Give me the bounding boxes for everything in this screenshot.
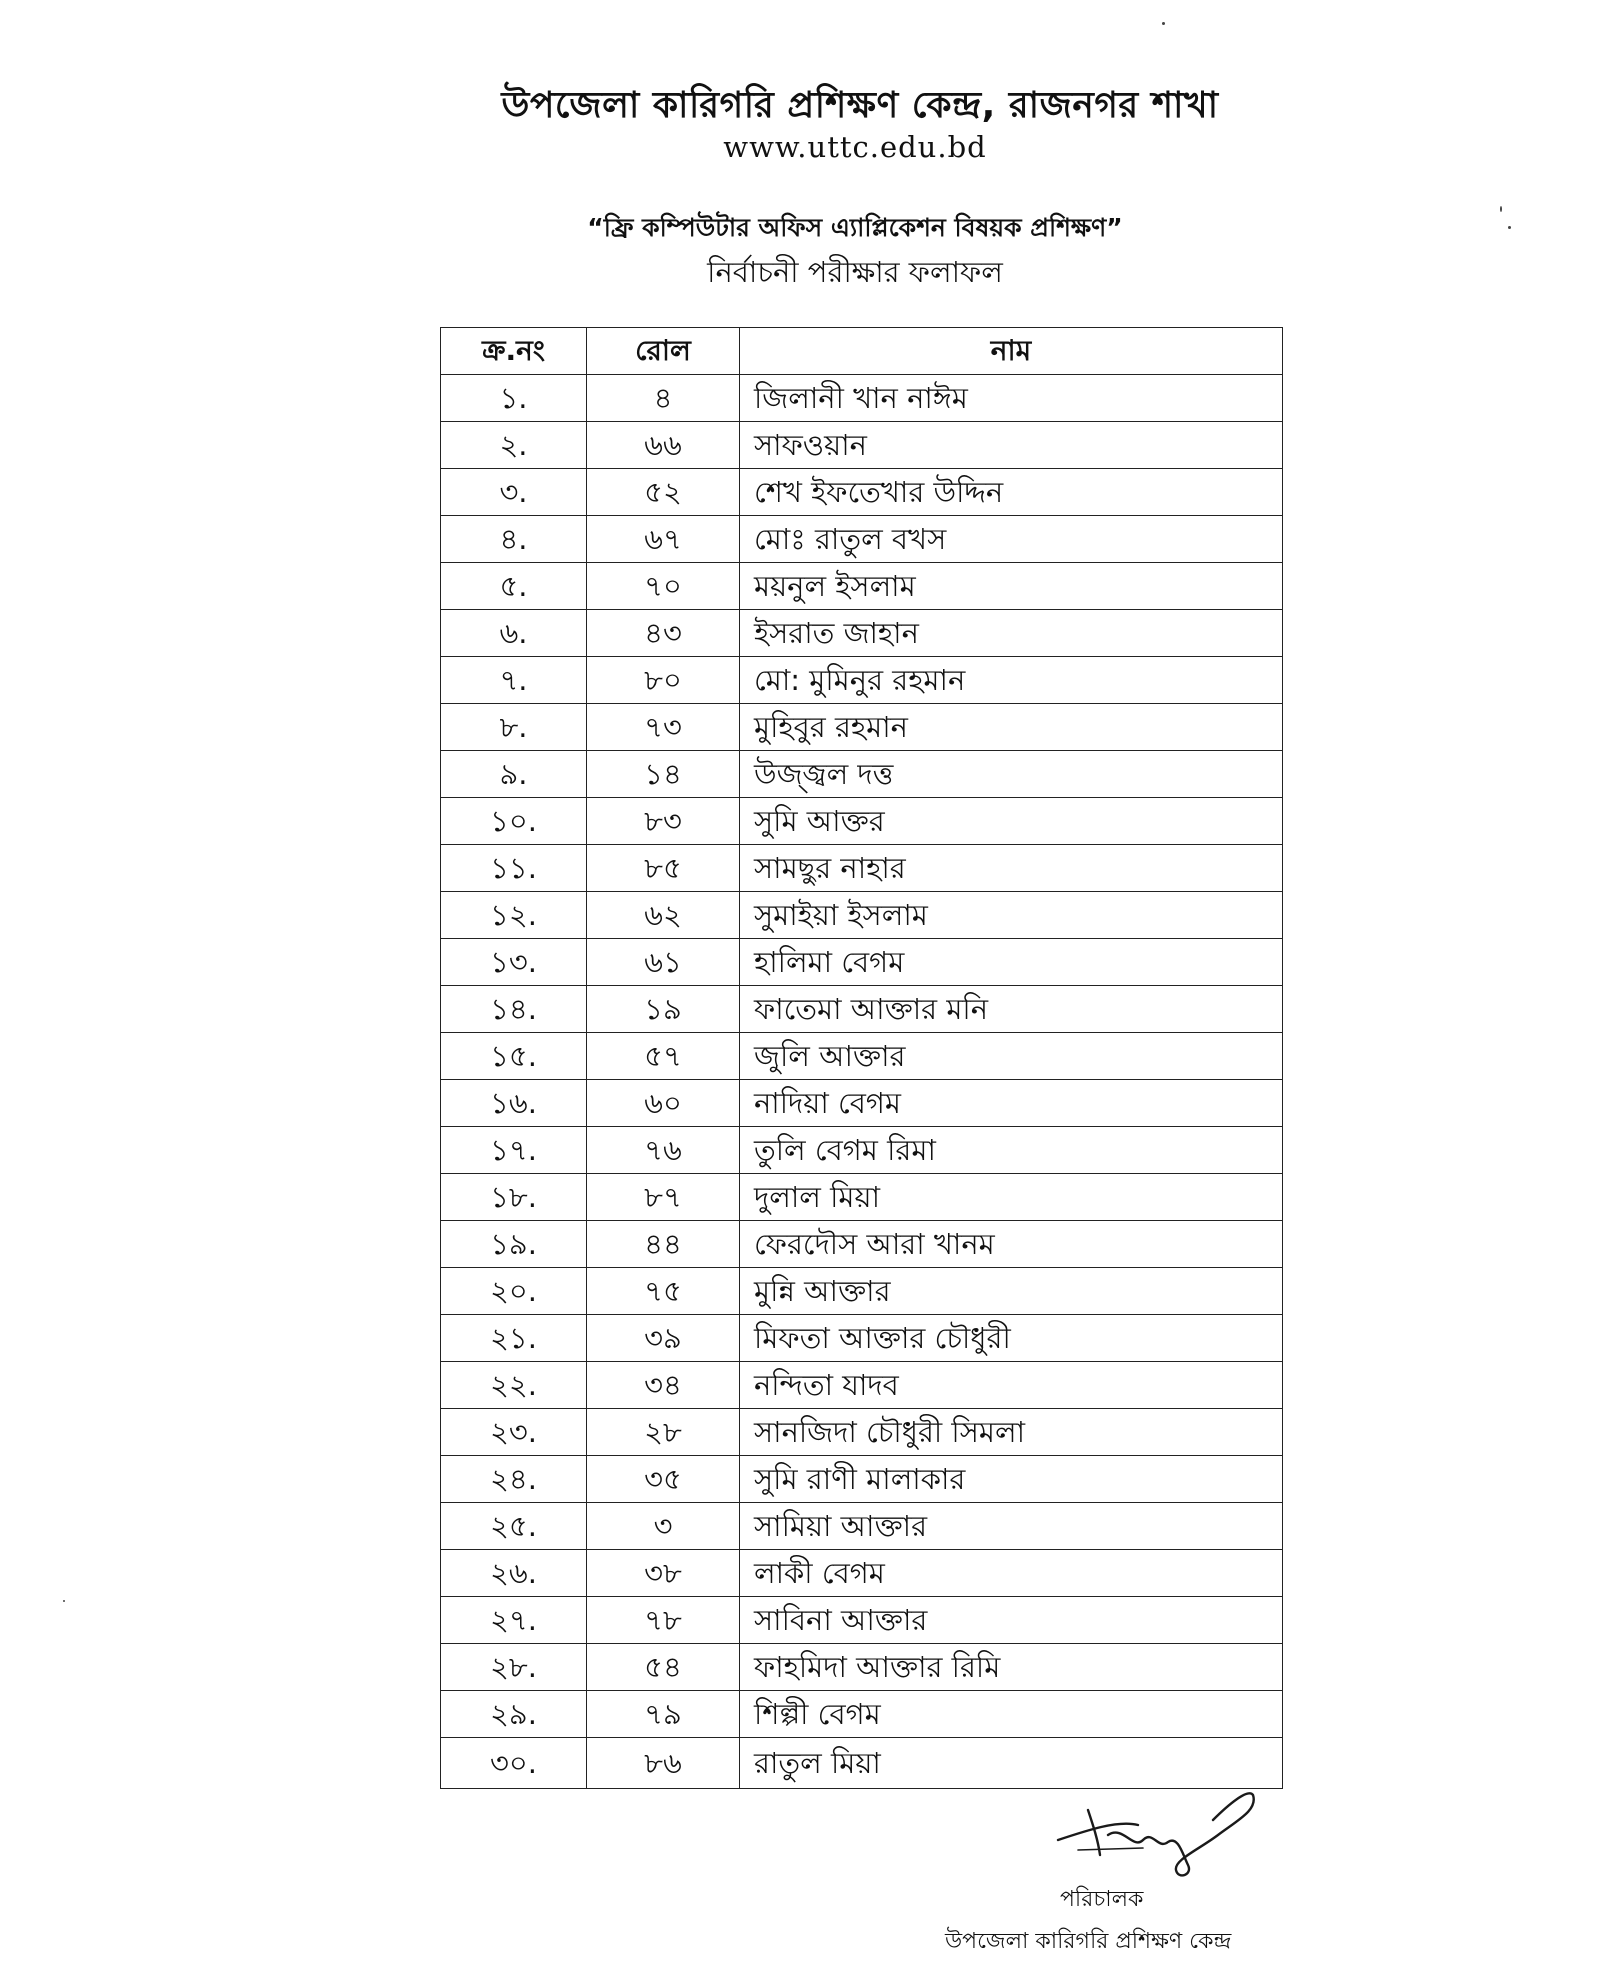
- cell-serial: ১৯.: [441, 1221, 587, 1268]
- scan-speck: [1508, 226, 1511, 229]
- table-row: [441, 1409, 1283, 1456]
- cell-roll: ৪৪: [587, 1221, 740, 1268]
- cell-name: সামছুর নাহার: [740, 845, 1283, 892]
- cell-serial: ২৩.: [441, 1409, 587, 1456]
- cell-name: জিলানী খান নাঈম: [740, 375, 1283, 422]
- cell-name: ময়নুল ইসলাম: [740, 563, 1283, 610]
- cell-name: মুহিবুর রহমান: [740, 704, 1283, 751]
- cell-name: সাবিনা আক্তার: [740, 1597, 1283, 1644]
- signer-organization: উপজেলা কারিগরি প্রশিক্ষণ কেন্দ্র: [945, 1929, 1232, 1954]
- cell-serial: ১৩.: [441, 939, 587, 986]
- scan-speck: [63, 1600, 65, 1602]
- table-row: [441, 469, 1283, 516]
- cell-name: উজ্জ্বল দত্ত: [740, 751, 1283, 798]
- result-title: নির্বাচনী পরীক্ষার ফলাফল: [707, 255, 1003, 289]
- table-row: [441, 986, 1283, 1033]
- cell-serial: ২৯.: [441, 1691, 587, 1738]
- cell-roll: ৮৩: [587, 798, 740, 845]
- table-body: [441, 375, 1283, 1789]
- cell-name: রাতুল মিয়া: [740, 1738, 1283, 1789]
- cell-serial: ৬.: [441, 610, 587, 657]
- table-row: [441, 1550, 1283, 1597]
- cell-roll: ৭৫: [587, 1268, 740, 1315]
- cell-name: সামিয়া আক্তার: [740, 1503, 1283, 1550]
- cell-serial: ১৪.: [441, 986, 587, 1033]
- cell-roll: ৮৫: [587, 845, 740, 892]
- cell-serial: ১৬.: [441, 1080, 587, 1127]
- table-row: [441, 845, 1283, 892]
- cell-serial: ৮.: [441, 704, 587, 751]
- cell-roll: ৬৬: [587, 422, 740, 469]
- institute-title: উপজেলা কারিগরি প্রশিক্ষণ কেন্দ্র, রাজনগর শাখা: [501, 85, 1219, 126]
- cell-serial: ২১.: [441, 1315, 587, 1362]
- cell-serial: ১১.: [441, 845, 587, 892]
- table-row: [441, 657, 1283, 704]
- cell-roll: ৮৭: [587, 1174, 740, 1221]
- cell-serial: ২৬.: [441, 1550, 587, 1597]
- table-row: [441, 1362, 1283, 1409]
- table-row: [441, 610, 1283, 657]
- table-row: [441, 1033, 1283, 1080]
- cell-name: নন্দিতা যাদব: [740, 1362, 1283, 1409]
- cell-name: নাদিয়া বেগম: [740, 1080, 1283, 1127]
- cell-roll: ৭৬: [587, 1127, 740, 1174]
- table-row: [441, 892, 1283, 939]
- header-serial: ক্র.নং: [441, 328, 587, 375]
- cell-name: তুলি বেগম রিমা: [740, 1127, 1283, 1174]
- scan-speck: [1500, 206, 1502, 212]
- cell-roll: ৬২: [587, 892, 740, 939]
- table-row: [441, 1174, 1283, 1221]
- cell-roll: ৬০: [587, 1080, 740, 1127]
- table-header-row: [441, 328, 1283, 375]
- cell-name: সুমাইয়া ইসলাম: [740, 892, 1283, 939]
- course-title: “ফ্রি কম্পিউটার অফিস এ্যাপ্লিকেশন বিষয়ক প্রশিক্ষণ”: [587, 213, 1123, 242]
- cell-roll: ৩: [587, 1503, 740, 1550]
- signature: [1048, 1780, 1268, 1890]
- cell-roll: ৮৬: [587, 1738, 740, 1789]
- cell-roll: ৪: [587, 375, 740, 422]
- cell-roll: ৭৮: [587, 1597, 740, 1644]
- cell-serial: ১৫.: [441, 1033, 587, 1080]
- table-row: [441, 1315, 1283, 1362]
- cell-name: ফাতেমা আক্তার মনি: [740, 986, 1283, 1033]
- cell-name: মো: মুমিনুর রহমান: [740, 657, 1283, 704]
- cell-roll: ৬১: [587, 939, 740, 986]
- cell-serial: ২৫.: [441, 1503, 587, 1550]
- cell-name: সাফওয়ান: [740, 422, 1283, 469]
- table-row: [441, 1597, 1283, 1644]
- table-row: [441, 1503, 1283, 1550]
- cell-name: শেখ ইফতেখার উদ্দিন: [740, 469, 1283, 516]
- table-row: [441, 1691, 1283, 1738]
- cell-roll: ৭৩: [587, 704, 740, 751]
- table-row: [441, 1127, 1283, 1174]
- cell-roll: ৩৮: [587, 1550, 740, 1597]
- cell-serial: ২৭.: [441, 1597, 587, 1644]
- table-row: [441, 1221, 1283, 1268]
- cell-roll: ২৮: [587, 1409, 740, 1456]
- table-row: [441, 1456, 1283, 1503]
- table-row: [441, 516, 1283, 563]
- table-row: [441, 798, 1283, 845]
- table-row: [441, 1268, 1283, 1315]
- table-row: [441, 751, 1283, 798]
- cell-name: হালিমা বেগম: [740, 939, 1283, 986]
- cell-roll: ৫৪: [587, 1644, 740, 1691]
- cell-serial: ২৮.: [441, 1644, 587, 1691]
- cell-serial: ২.: [441, 422, 587, 469]
- cell-serial: ৯.: [441, 751, 587, 798]
- scan-speck: [1162, 22, 1165, 25]
- cell-serial: ৭.: [441, 657, 587, 704]
- cell-serial: ২৪.: [441, 1456, 587, 1503]
- cell-name: শিল্পী বেগম: [740, 1691, 1283, 1738]
- institute-website: www.uttc.edu.bd: [723, 130, 987, 164]
- cell-serial: ২২.: [441, 1362, 587, 1409]
- cell-serial: ১২.: [441, 892, 587, 939]
- result-table: [440, 327, 1283, 1789]
- cell-name: সুমি আক্তর: [740, 798, 1283, 845]
- cell-roll: ৭০: [587, 563, 740, 610]
- cell-name: মুন্নি আক্তার: [740, 1268, 1283, 1315]
- cell-roll: ৩৯: [587, 1315, 740, 1362]
- cell-roll: ৫৭: [587, 1033, 740, 1080]
- table-row: [441, 375, 1283, 422]
- header-name: নাম: [740, 328, 1283, 375]
- table-row: [441, 704, 1283, 751]
- cell-roll: ১৪: [587, 751, 740, 798]
- cell-name: ফেরদৌস আরা খানম: [740, 1221, 1283, 1268]
- cell-roll: ৪৩: [587, 610, 740, 657]
- cell-roll: ৬৭: [587, 516, 740, 563]
- cell-roll: ৫২: [587, 469, 740, 516]
- cell-serial: ২০.: [441, 1268, 587, 1315]
- cell-name: সানজিদা চৌধুরী সিমলা: [740, 1409, 1283, 1456]
- cell-serial: ১.: [441, 375, 587, 422]
- table-row: [441, 939, 1283, 986]
- cell-roll: ৭৯: [587, 1691, 740, 1738]
- cell-serial: ১০.: [441, 798, 587, 845]
- cell-roll: ৮০: [587, 657, 740, 704]
- table-row: [441, 563, 1283, 610]
- header-roll: রোল: [587, 328, 740, 375]
- cell-roll: ৩৫: [587, 1456, 740, 1503]
- cell-serial: ১৭.: [441, 1127, 587, 1174]
- table-row: [441, 1644, 1283, 1691]
- cell-serial: ১৮.: [441, 1174, 587, 1221]
- cell-name: জুলি আক্তার: [740, 1033, 1283, 1080]
- table-row: [441, 1080, 1283, 1127]
- cell-name: ফাহমিদা আক্তার রিমি: [740, 1644, 1283, 1691]
- cell-roll: ৩৪: [587, 1362, 740, 1409]
- cell-name: দুলাল মিয়া: [740, 1174, 1283, 1221]
- cell-name: লাকী বেগম: [740, 1550, 1283, 1597]
- cell-name: ইসরাত জাহান: [740, 610, 1283, 657]
- cell-name: মিফতা আক্তার চৌধুরী: [740, 1315, 1283, 1362]
- cell-roll: ১৯: [587, 986, 740, 1033]
- cell-name: মোঃ রাতুল বখস: [740, 516, 1283, 563]
- cell-serial: ৩.: [441, 469, 587, 516]
- cell-serial: ৩০.: [441, 1738, 587, 1789]
- cell-serial: ৫.: [441, 563, 587, 610]
- signer-designation: পরিচালক: [1060, 1887, 1144, 1912]
- cell-serial: ৪.: [441, 516, 587, 563]
- cell-name: সুমি রাণী মালাকার: [740, 1456, 1283, 1503]
- table-row: [441, 422, 1283, 469]
